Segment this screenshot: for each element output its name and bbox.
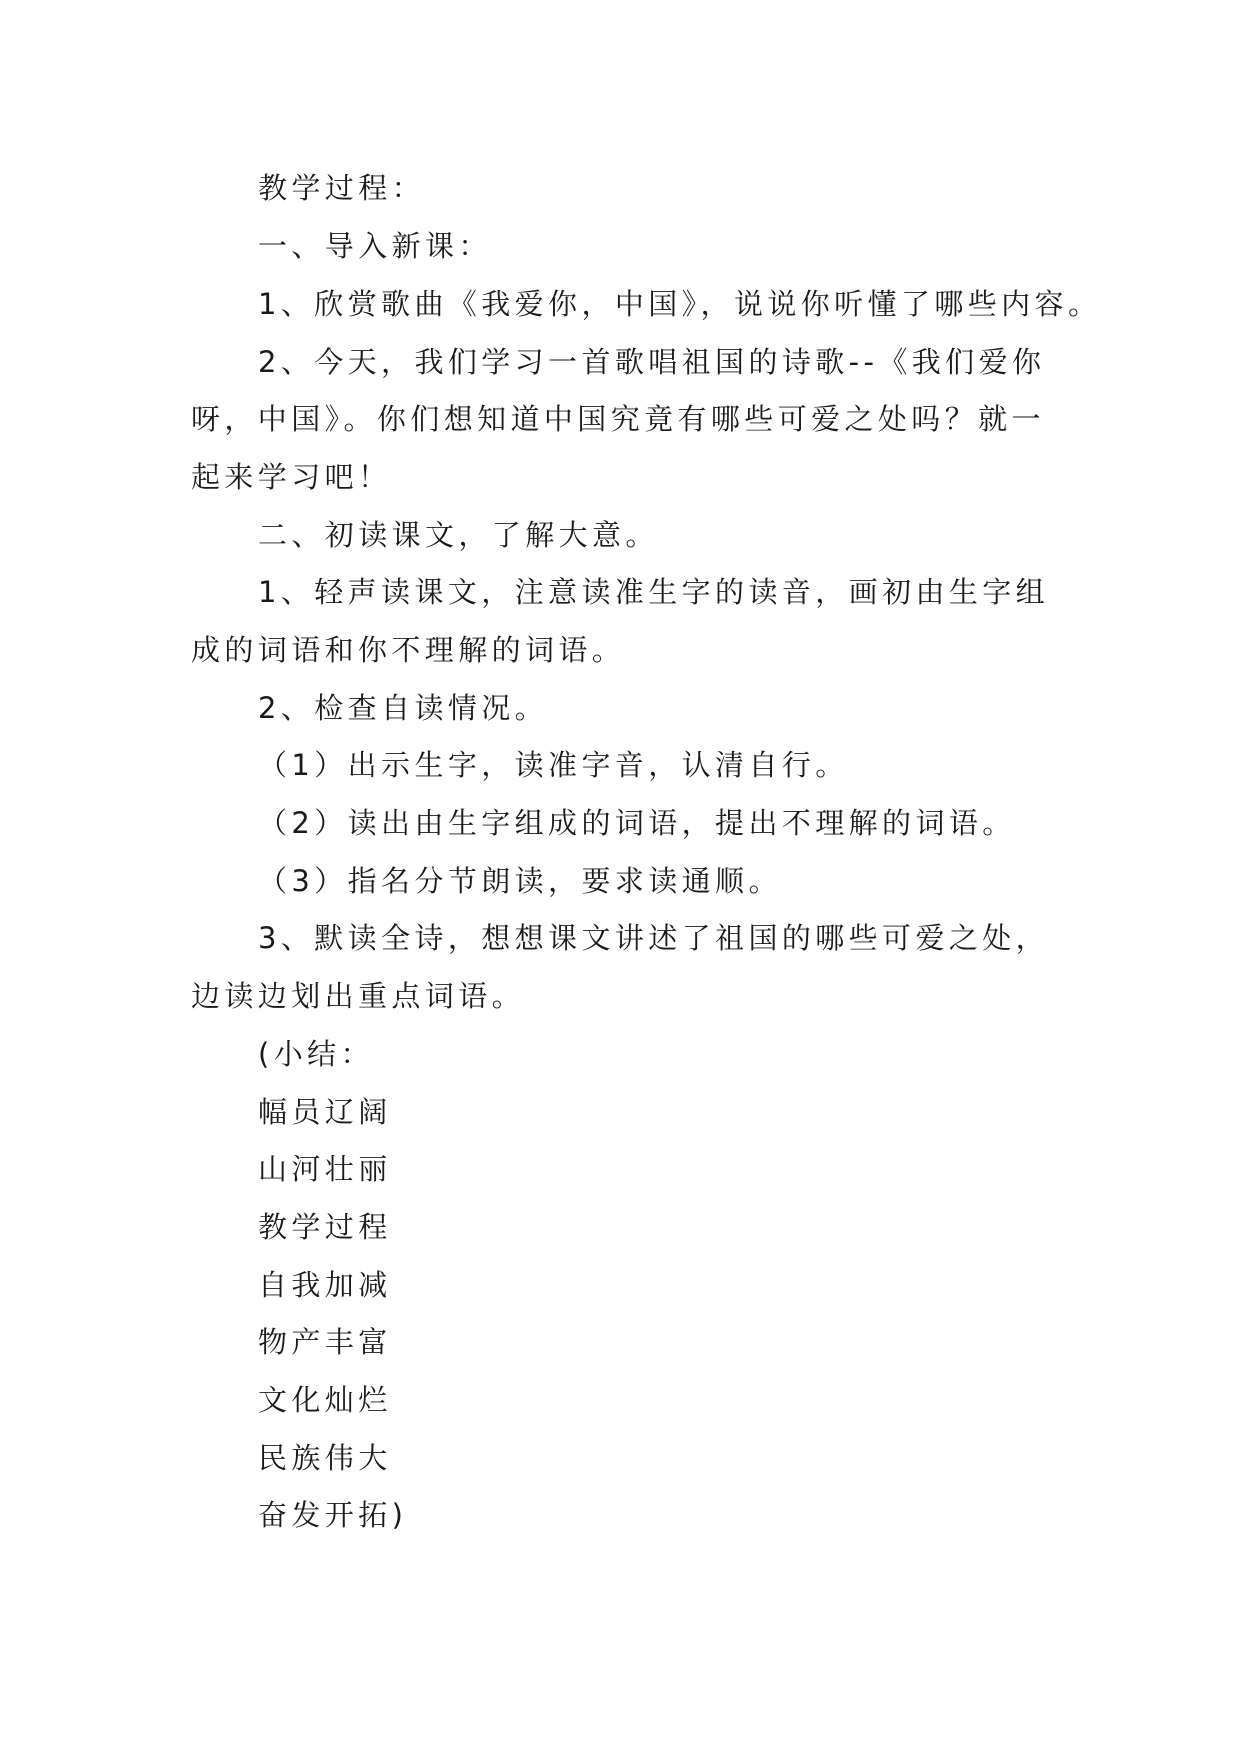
summary-label: (小结：	[258, 1037, 374, 1071]
paragraph-line: 1、轻声读课文，注意读准生字的读音，画初由生字组	[258, 575, 1050, 609]
summary-item: 幅员辽阔	[258, 1095, 392, 1129]
summary-item: 奋发开拓)	[258, 1498, 408, 1532]
paragraph-line: 成的词语和你不理解的词语。	[191, 633, 626, 667]
summary-item: 民族伟大	[258, 1441, 392, 1475]
paragraph-line: 1、欣赏歌曲《我爱你，中国》，说说你听懂了哪些内容。	[258, 287, 1102, 321]
list-item: （3）指名分节朗读，要求读通顺。	[258, 864, 782, 898]
paragraph-line: 2、今天，我们学习一首歌唱祖国的诗歌--《我们爱你	[258, 345, 1046, 379]
paragraph-line: 起来学习吧！	[191, 460, 392, 494]
paragraph-line: 2、检查自读情况。	[258, 691, 549, 725]
list-item: （1）出示生字，读准字音，认清自行。	[258, 748, 849, 782]
summary-item: 教学过程	[258, 1210, 392, 1244]
section-heading-first-reading: 二、初读课文，了解大意。	[258, 518, 659, 552]
heading-teaching-process: 教学过程：	[258, 171, 426, 205]
summary-item: 山河壮丽	[258, 1152, 392, 1186]
section-heading-intro: 一、导入新课：	[258, 229, 492, 263]
list-item: （2）读出由生字组成的词语，提出不理解的词语。	[258, 806, 1016, 840]
summary-item: 自我加减	[258, 1268, 392, 1302]
paragraph-line: 呀，中国》。你们想知道中国究竟有哪些可爱之处吗？就一	[191, 402, 1045, 436]
summary-item: 文化灿烂	[258, 1383, 392, 1417]
summary-item: 物产丰富	[258, 1325, 392, 1359]
paragraph-line: 3、默读全诗，想想课文讲述了祖国的哪些可爱之处，	[258, 921, 1050, 955]
paragraph-line: 边读边划出重点词语。	[191, 979, 526, 1013]
